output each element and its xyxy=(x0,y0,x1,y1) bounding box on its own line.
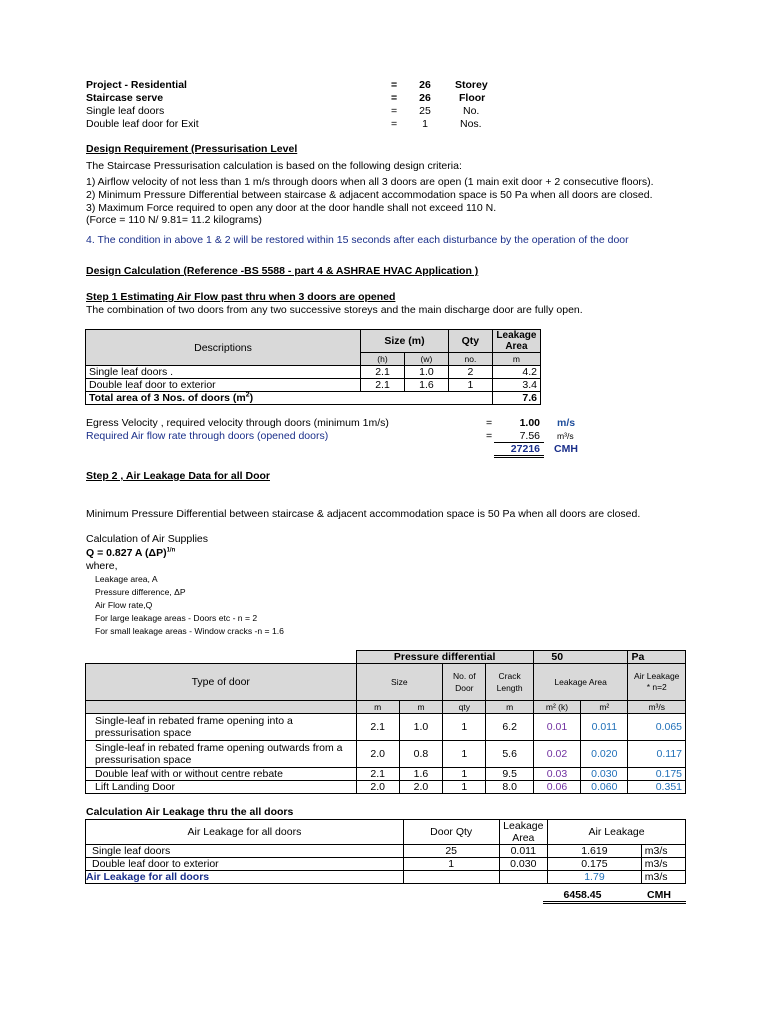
header-label: Staircase serve xyxy=(86,92,164,104)
cell-type: Single-leaf in rebated frame opening into a pressurisation space xyxy=(86,714,357,741)
cell-desc: Single leaf doors . xyxy=(86,366,361,379)
design-calculation-title: Design Calculation (Reference -BS 5588 - part 4 & ASHRAE HVAC Application ) xyxy=(86,265,479,277)
cell-area: 0.030 xyxy=(499,858,548,871)
unit-m2: m² xyxy=(581,701,628,714)
cell-unit: m3/s xyxy=(641,858,685,871)
cell-label: Double leaf door to exterior xyxy=(86,858,404,871)
step1-cmh-unit: CMH xyxy=(554,443,578,455)
cell-qty: 1 xyxy=(443,768,486,781)
design-intro: The Staircase Pressurisation calculation is based on the following design criteria: xyxy=(86,160,462,172)
cell-crack: 9.5 xyxy=(486,768,533,781)
table-row xyxy=(86,781,686,794)
col-no: no. xyxy=(448,353,492,366)
header-value: 25 xyxy=(419,105,431,117)
definition: Air Flow rate,Q xyxy=(95,600,153,610)
cell-w: 1.6 xyxy=(399,768,442,781)
header-unit: Nos. xyxy=(460,118,482,130)
col-leakage-area: Leakage Area xyxy=(499,820,548,845)
cell-air: 0.175 xyxy=(628,768,686,781)
header-value: 26 xyxy=(419,79,431,91)
airflow-label: Required Air flow rate through doors (opened doors) xyxy=(86,430,329,442)
cell-crack: 6.2 xyxy=(486,714,533,741)
step1-description: The combination of two doors from any two successive storeys and the main discharge door are fully open. xyxy=(86,304,583,316)
criteria-2: 2) Minimum Pressure Differential between staircase & adjacent accommodation space is 50 Pa when all doors are closed. xyxy=(86,189,653,201)
cell-k: 0.01 xyxy=(533,714,580,741)
col-air-leakage: Air Leakage xyxy=(548,820,686,845)
egress-value: 1.00 xyxy=(519,417,540,429)
cell-area: 4.2 xyxy=(492,366,540,379)
col-leakage-area: Leakage Area xyxy=(492,330,540,353)
door-area-table xyxy=(85,329,541,405)
cell-k: 0.02 xyxy=(533,741,580,768)
cell-w: 1.0 xyxy=(404,366,448,379)
col-size: Size xyxy=(356,664,443,701)
cell-w: 2.0 xyxy=(399,781,442,794)
cell-air: 0.065 xyxy=(628,714,686,741)
all-doors-table xyxy=(85,819,686,884)
cell-area: 0.011 xyxy=(499,845,548,858)
cell-air: 0.117 xyxy=(628,741,686,768)
header-unit: No. xyxy=(463,105,480,117)
pressure-differential-unit: Pa xyxy=(628,651,686,664)
pressure-differential-label: Pressure differential xyxy=(356,651,533,664)
cell-qty: 1 xyxy=(448,379,492,392)
col-no-of-door: No. of Door xyxy=(443,664,486,701)
unit-m: m xyxy=(399,701,442,714)
col-qty: Qty xyxy=(448,330,492,353)
col-air-leakage-all: Air Leakage for all doors xyxy=(86,820,404,845)
table-row xyxy=(86,768,686,781)
total-label: Air Leakage for all doors xyxy=(86,871,404,884)
header-eq: = xyxy=(391,105,398,117)
cell-qty: 1 xyxy=(443,714,486,741)
egress-unit: m/s xyxy=(557,417,576,429)
total-value: 1.79 xyxy=(548,871,642,884)
cmh-underline-1 xyxy=(494,455,544,456)
cell-w: 1.0 xyxy=(399,714,442,741)
cell-label: Single leaf doors xyxy=(86,845,404,858)
cell-type: Lift Landing Door xyxy=(86,781,357,794)
criteria-1: 1) Airflow velocity of not less than 1 m/s through doors when all 3 doors are open (1 main exit door + 2 consecutive floors). xyxy=(86,176,654,188)
cell-type: Double leaf with or without centre rebate xyxy=(86,768,357,781)
cell-unit: m3/s xyxy=(641,845,685,858)
header-unit: Floor xyxy=(459,92,486,104)
col-w: (w) xyxy=(404,353,448,366)
table-row xyxy=(86,366,541,379)
col-h: (h) xyxy=(361,353,405,366)
header-value: 1 xyxy=(422,118,428,130)
cell-area: 3.4 xyxy=(492,379,540,392)
unit-m3s: m³/s xyxy=(628,701,686,714)
cmh-underline-2 xyxy=(494,457,544,458)
header-value: 26 xyxy=(419,92,431,104)
cell-type: Single-leaf in rebated frame opening outwards from a pressurisation space xyxy=(86,741,357,768)
cell-qty: 2 xyxy=(448,366,492,379)
cell-h: 2.1 xyxy=(361,366,405,379)
cell-h: 2.0 xyxy=(356,741,399,768)
pressure-text: Minimum Pressure Differential between staircase & adjacent accommodation space is 50 Pa when all doors are closed. xyxy=(86,508,641,520)
header-unit: Storey xyxy=(455,79,488,91)
header-eq: = xyxy=(391,92,398,104)
table-row xyxy=(86,379,541,392)
egress-label: Egress Velocity , required velocity through doors (minimum 1m/s) xyxy=(86,417,389,429)
table-row xyxy=(86,714,686,741)
cell-crack: 8.0 xyxy=(486,781,533,794)
col-crack-length: Crack Length xyxy=(486,664,533,701)
definition: Leakage area, A xyxy=(95,574,158,584)
cell-area: 0.060 xyxy=(581,781,628,794)
all-doors-cmh-unit: CMH xyxy=(647,889,671,901)
cell-w: 1.6 xyxy=(404,379,448,392)
cell-desc: Double leaf door to exterior xyxy=(86,379,361,392)
unit-m: m xyxy=(486,701,533,714)
cell-qty: 25 xyxy=(403,845,499,858)
header-label: Project - Residential xyxy=(86,79,187,91)
total-unit: m3/s xyxy=(641,871,685,884)
step1-cmh-value: 27216 xyxy=(510,443,540,455)
cell-h: 2.1 xyxy=(361,379,405,392)
definition: For large leakage areas - Doors etc - n = 2 xyxy=(95,613,258,623)
total-label: Total area of 3 Nos. of doors $(m^2)$ xyxy=(86,392,493,405)
cell-k: 0.03 xyxy=(533,768,580,781)
col-size: Size (m) xyxy=(361,330,449,353)
cell-h: 2.1 xyxy=(356,714,399,741)
definition: Pressure difference, ΔP xyxy=(95,587,186,597)
cell-w: 0.8 xyxy=(399,741,442,768)
cmh-underline-1 xyxy=(543,901,686,902)
total-value: 7.6 xyxy=(492,392,540,405)
cell-leak: 0.175 xyxy=(548,858,642,871)
cell-area: 0.020 xyxy=(581,741,628,768)
egress-eq: = xyxy=(486,417,493,429)
unit-m2k: m² (k) xyxy=(533,701,580,714)
col-air-leakage: Air Leakage * n=2 xyxy=(628,664,686,701)
table-row xyxy=(86,845,686,858)
cell-area: 0.030 xyxy=(581,768,628,781)
header-label: Single leaf doors xyxy=(86,105,165,117)
all-doors-title: Calculation Air Leakage thru the all doors xyxy=(86,806,294,818)
definition: For small leakage areas - Window cracks -n = 1.6 xyxy=(95,626,284,636)
cmh-underline-2 xyxy=(543,903,686,904)
criteria-4: 4. The condition in above 1 & 2 will be restored within 15 seconds after each disturbance by the operation of the door xyxy=(86,234,629,246)
all-doors-cmh-value: 6458.45 xyxy=(563,889,602,901)
cell-h: 2.0 xyxy=(356,781,399,794)
cell-air: 0.351 xyxy=(628,781,686,794)
col-type-of-door: Type of door xyxy=(86,664,357,701)
unit-m: m xyxy=(356,701,399,714)
airflow-value: 7.56 xyxy=(519,430,540,442)
cell-qty: 1 xyxy=(403,858,499,871)
total-row xyxy=(86,392,541,405)
airflow-eq: = xyxy=(486,430,493,442)
supplies-title: Calculation of Air Supplies xyxy=(86,533,208,545)
cell-leak: 1.619 xyxy=(548,845,642,858)
step2-title: Step 2 , Air Leakage Data for all Door xyxy=(86,470,270,482)
cell-h: 2.1 xyxy=(356,768,399,781)
header-label: Double leaf door for Exit xyxy=(86,118,199,130)
col-door-qty: Door Qty xyxy=(403,820,499,845)
unit-qty: qty xyxy=(443,701,486,714)
criteria-3-note: (Force = 110 N/ 9.81= 11.2 kilograms) xyxy=(86,214,262,226)
header-eq: = xyxy=(391,79,398,91)
cell-crack: 5.6 xyxy=(486,741,533,768)
header-eq: = xyxy=(391,118,398,130)
where-label: where, xyxy=(86,560,118,572)
formula: Q = 0.827 A $(\Delta P)^{1/n}$ xyxy=(86,547,176,559)
design-requirement-title: Design Requirement (Pressurisation Level xyxy=(86,143,298,155)
cell-qty: 1 xyxy=(443,741,486,768)
airflow-unit: m³/s xyxy=(557,431,574,441)
cell-area: 0.011 xyxy=(581,714,628,741)
leakage-table xyxy=(85,650,686,794)
total-row xyxy=(86,871,686,884)
criteria-3: 3) Maximum Force required to open any door at the door handle shall not exceed 110 N. xyxy=(86,202,497,214)
pressure-differential-value: 50 xyxy=(533,651,580,664)
cell-k: 0.06 xyxy=(533,781,580,794)
table-row xyxy=(86,741,686,768)
col-leakage-area: Leakage Area xyxy=(533,664,628,701)
cell-qty: 1 xyxy=(443,781,486,794)
step1-title: Step 1 Estimating Air Flow past thru when 3 doors are opened xyxy=(86,291,396,303)
col-m: m xyxy=(492,353,540,366)
table-row xyxy=(86,858,686,871)
col-descriptions: Descriptions xyxy=(86,330,361,366)
